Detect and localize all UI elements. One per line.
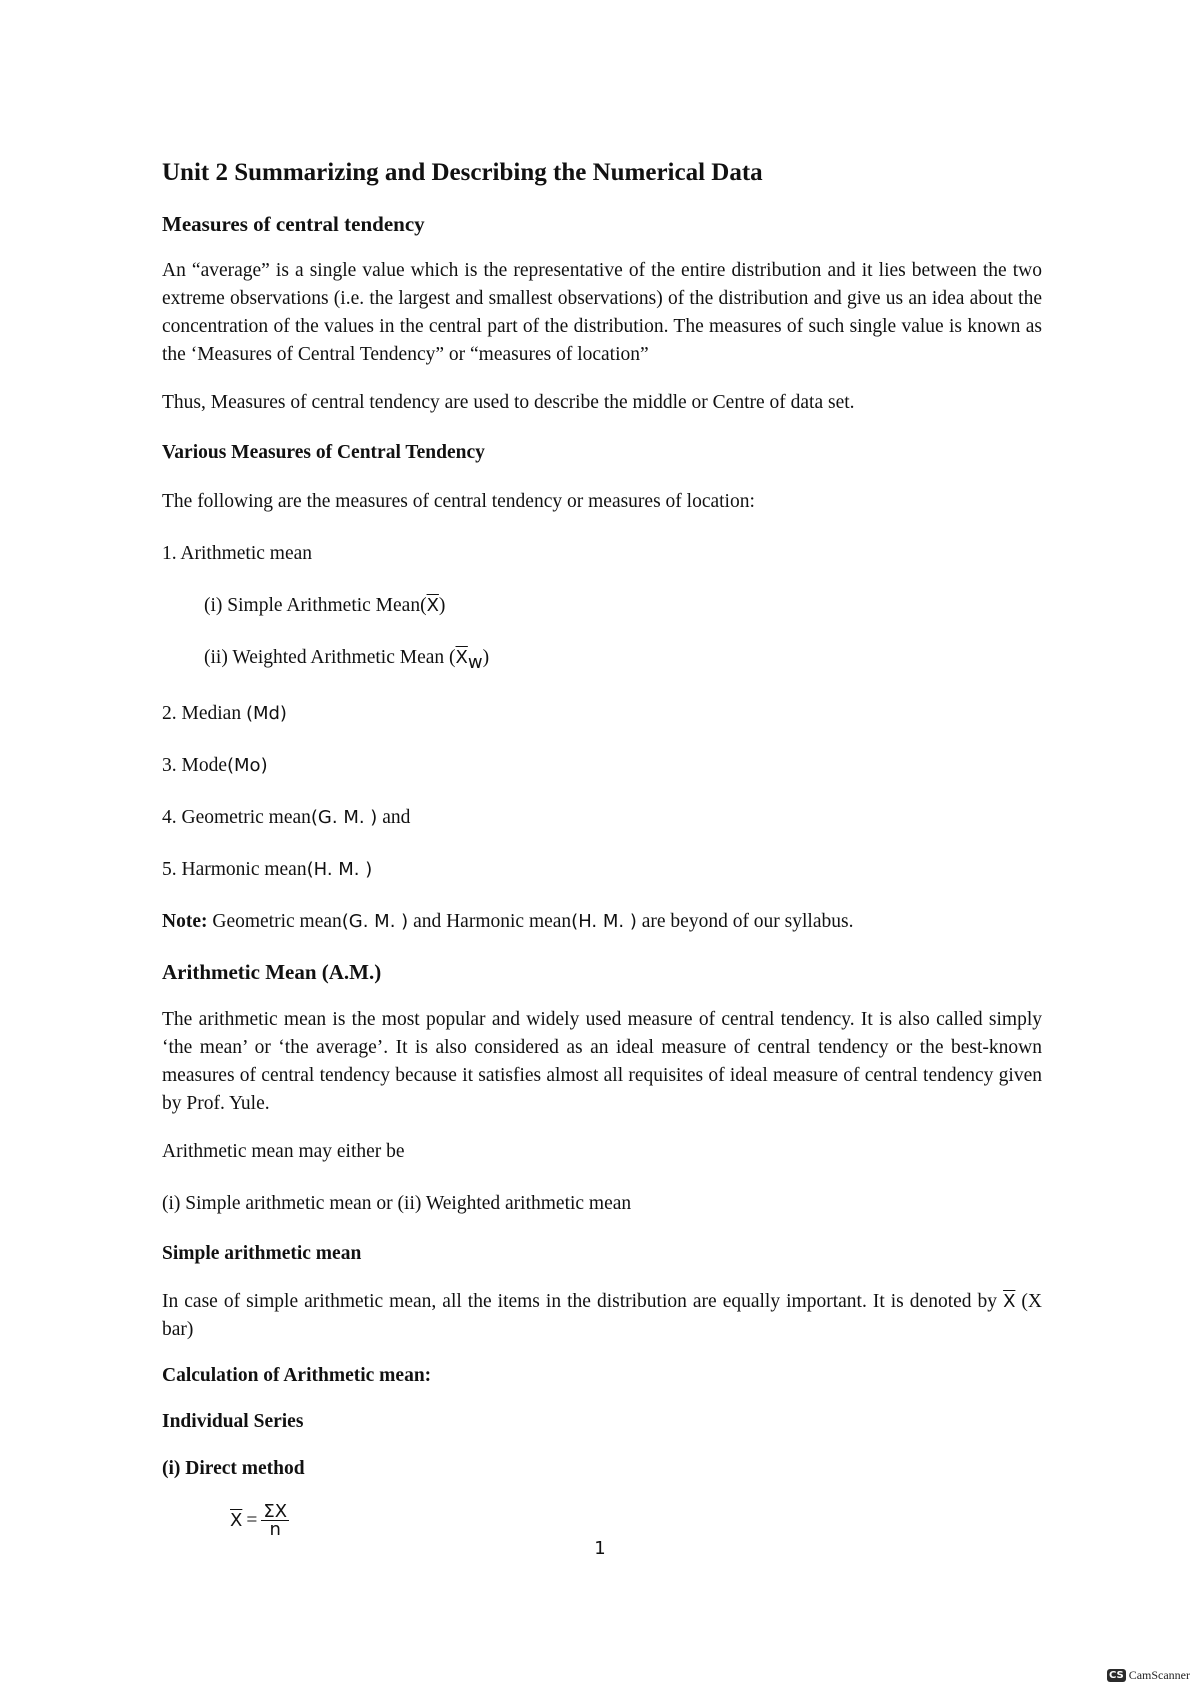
note-paragraph xyxy=(162,908,1042,936)
formula-fraction xyxy=(261,1501,289,1541)
math-symbol: (H. M. ) xyxy=(306,859,373,881)
math-symbol: (Md) xyxy=(245,703,287,725)
list-item-text: 5. Harmonic mean xyxy=(162,859,307,881)
note-text: and Harmonic mean xyxy=(408,911,572,933)
formula-equals: = xyxy=(246,1509,258,1531)
page-number: 1 xyxy=(594,1538,606,1559)
math-symbol: (H. M. ) xyxy=(571,911,637,933)
formula-denominator: n xyxy=(269,1519,281,1541)
paragraph-central-tendency-use: Thus, Measures of central tendency are used to describe the middle or Centre of data set. xyxy=(162,392,855,414)
list-item-harmonic-mean xyxy=(162,856,1042,884)
formula-lhs: $\overline{X}$ xyxy=(230,1510,243,1532)
camscanner-label: CamScanner xyxy=(1128,1668,1190,1682)
math-symbol: (G. M. ) xyxy=(341,911,409,933)
list-item-text: (ii) Weighted Arithmetic Mean ( xyxy=(204,646,456,668)
list-item-text: 3. Mode xyxy=(162,755,227,777)
paragraph-am-types: (i) Simple arithmetic mean or (ii) Weighted arithmetic mean xyxy=(162,1192,632,1214)
paragraph-average-definition: An “average” is a single value which is the representative of the entire distribution and it lies between the two extreme observations (i.e. the largest and smallest observations) of the distribution and give us an idea about the concentration of the values in the central part of the distribution. The measures of such single value is known as the ‘Measures of Central Tendency” or “measures of location” xyxy=(162,260,1042,366)
list-item-geometric-mean xyxy=(162,804,1042,832)
paragraph-am-description: The arithmetic mean is the most popular and widely used measure of central tendency. It is also called simply ‘the mean’ or ‘the average’. It is also considered as an ideal measure of central tendency or the best-known measures of central tendency because it satisfies almost all requisites of ideal measure of central tendency given by Prof. Yule. xyxy=(162,1008,1042,1114)
list-item-weighted-am xyxy=(162,644,1042,677)
formula-numerator: ΣX xyxy=(263,1501,288,1523)
paragraph-measures-intro: The following are the measures of central tendency or measures of location: xyxy=(162,490,755,512)
paragraph-text: (X bar) xyxy=(162,1291,1043,1341)
formula-direct-method xyxy=(230,1501,1042,1541)
camscanner-watermark xyxy=(1107,1668,1190,1683)
list-item-text: 4. Geometric mean xyxy=(162,807,311,829)
page-title: Unit 2 Summarizing and Describing the Numerical Data xyxy=(162,159,763,186)
x-bar-symbol: $\overline{X}$ xyxy=(426,594,439,616)
list-item-simple-am xyxy=(162,592,1042,620)
list-item-text: ) xyxy=(438,594,446,616)
note-text: Geometric mean xyxy=(207,911,342,933)
paragraph-simple-am xyxy=(162,1288,1042,1344)
paragraph-am-either: Arithmetic mean may either be xyxy=(162,1140,405,1162)
subscript-w: w xyxy=(467,651,483,673)
x-bar-symbol: $\overline{X}$ xyxy=(455,646,468,668)
math-symbol: (Mo) xyxy=(227,755,268,777)
document-page xyxy=(162,158,1043,1541)
subheading-individual-series: Individual Series xyxy=(162,1411,304,1433)
subheading-various-measures: Various Measures of Central Tendency xyxy=(162,442,485,464)
list-item-mode xyxy=(162,752,1042,780)
section-heading-central-tendency: Measures of central tendency xyxy=(162,212,425,236)
note-text: are beyond of our syllabus. xyxy=(636,911,854,933)
list-item-text: (i) Simple Arithmetic Mean( xyxy=(204,594,427,616)
list-item-text: and xyxy=(377,807,411,829)
list-item-median xyxy=(162,700,1042,728)
subheading-simple-am: Simple arithmetic mean xyxy=(162,1242,362,1264)
paragraph-text: In case of simple arithmetic mean, all the items in the distribution are equally important. It is denoted by xyxy=(162,1291,1004,1313)
subheading-direct-method: (i) Direct method xyxy=(162,1457,305,1479)
x-bar-symbol: $\overline{X}$ xyxy=(1003,1291,1016,1313)
list-item-text: ) xyxy=(482,646,490,668)
subheading-calculation: Calculation of Arithmetic mean: xyxy=(162,1365,432,1387)
camscanner-logo-icon: CS xyxy=(1108,1670,1124,1681)
section-heading-arithmetic-mean: Arithmetic Mean (A.M.) xyxy=(162,960,382,985)
list-item-text: 2. Median xyxy=(162,703,246,725)
list-item-arithmetic-mean: 1. Arithmetic mean xyxy=(162,542,313,564)
note-label: Note: xyxy=(162,911,208,933)
math-symbol: (G. M. ) xyxy=(310,807,378,829)
